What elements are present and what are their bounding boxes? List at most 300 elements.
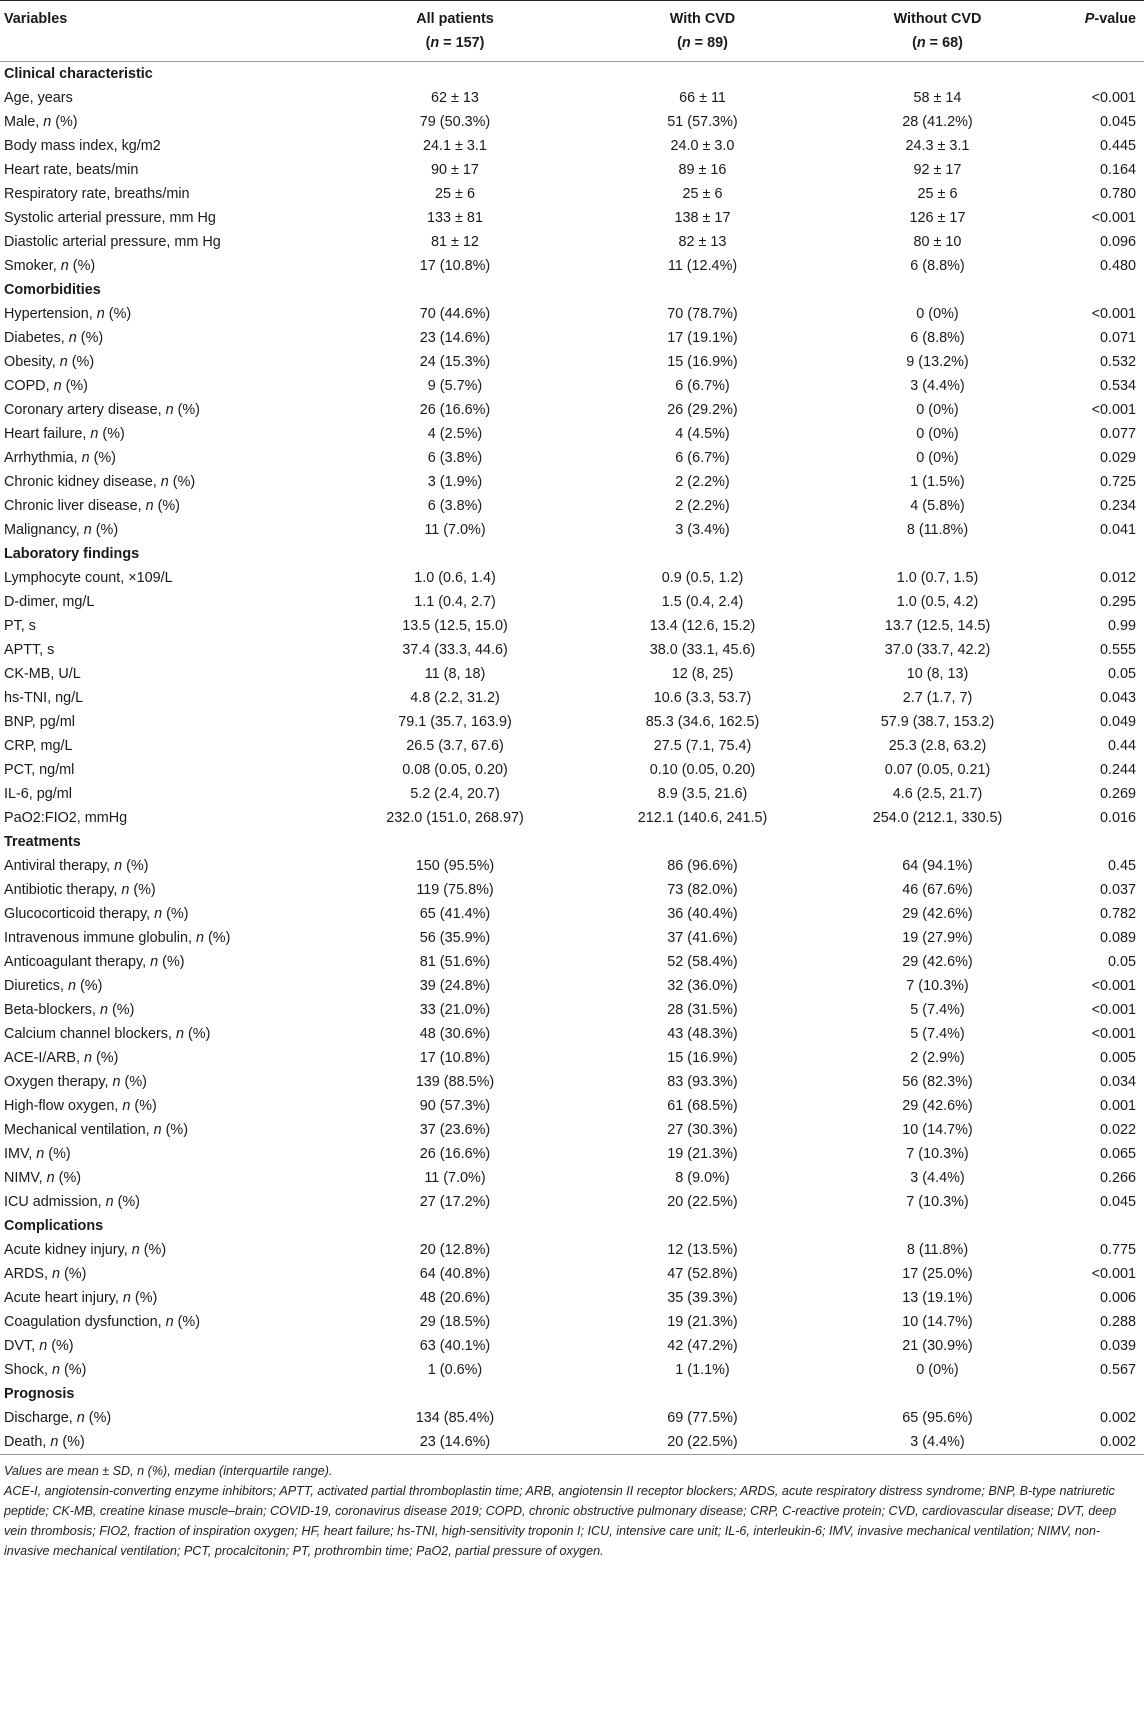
with-cvd-cell: 6 (6.7%) [675, 378, 730, 394]
variable-cell: Hypertension, n (%) [4, 306, 132, 322]
without-cvd-cell: 0.07 (0.05, 0.21) [884, 762, 991, 778]
table-row [0, 590, 1144, 614]
variable-cell: Male, n (%) [4, 114, 78, 130]
table-row [0, 614, 1144, 638]
without-cvd-cell: 0 (0%) [916, 306, 959, 322]
without-cvd-cell: 1.0 (0.7, 1.5) [896, 570, 979, 586]
variable-cell: Heart rate, beats/min [4, 162, 139, 178]
table-row [0, 1142, 1144, 1166]
p-value-cell: 0.775 [1099, 1242, 1136, 1258]
table-row [0, 86, 1144, 110]
without-cvd-cell: 2 (2.9%) [910, 1050, 965, 1066]
variable-cell: Malignancy, n (%) [4, 522, 119, 538]
p-value-cell: 0.244 [1099, 762, 1136, 778]
all-patients-cell: 119 (75.8%) [416, 882, 494, 898]
with-cvd-cell: 8.9 (3.5, 21.6) [657, 786, 748, 802]
p-value-cell: 0.001 [1099, 1098, 1136, 1114]
variable-cell: Shock, n (%) [4, 1362, 87, 1378]
without-cvd-cell: 10 (14.7%) [902, 1122, 973, 1138]
all-patients-cell: 63 (40.1%) [419, 1338, 491, 1354]
variable-cell: Antibiotic therapy, n (%) [4, 882, 156, 898]
p-value-cell: 0.034 [1099, 1074, 1136, 1090]
all-patients-cell: 79.1 (35.7, 163.9) [398, 714, 512, 730]
table-row [0, 110, 1144, 134]
all-patients-cell: 3 (1.9%) [427, 474, 483, 490]
all-patients-cell: 139 (88.5%) [415, 1074, 495, 1090]
without-cvd-cell: 17 (25.0%) [902, 1266, 973, 1282]
p-value-cell: 0.532 [1099, 354, 1136, 370]
variable-cell: COPD, n (%) [4, 378, 88, 394]
p-value-cell: 0.065 [1099, 1146, 1136, 1162]
p-value-cell: 0.295 [1099, 594, 1136, 610]
table-row [0, 758, 1144, 782]
all-patients-cell: 27 (17.2%) [419, 1194, 491, 1210]
table-body [0, 62, 1144, 1455]
table-row [0, 302, 1144, 326]
variable-cell: Chronic kidney disease, n (%) [4, 474, 196, 490]
p-value-cell: 0.045 [1099, 114, 1136, 130]
p-value-cell: 0.037 [1099, 882, 1136, 898]
all-patients-cell: 5.2 (2.4, 20.7) [410, 786, 500, 802]
without-cvd-cell: 29 (42.6%) [902, 954, 973, 970]
variable-cell: NIMV, n (%) [4, 1170, 82, 1186]
table-row [0, 374, 1144, 398]
table-row [0, 470, 1144, 494]
with-cvd-cell: 69 (77.5%) [667, 1410, 738, 1426]
variable-cell: Systolic arterial pressure, mm Hg [4, 210, 216, 226]
p-value-cell: 0.022 [1099, 1122, 1136, 1138]
with-cvd-cell: 37 (41.6%) [667, 930, 738, 946]
without-cvd-cell: 1 (1.5%) [910, 474, 965, 490]
without-cvd-cell: 126 ± 17 [909, 210, 966, 226]
variable-cell: Chronic liver disease, n (%) [4, 498, 180, 514]
table-row [0, 422, 1144, 446]
without-cvd-cell: 29 (42.6%) [902, 1098, 973, 1114]
with-cvd-cell: 15 (16.9%) [667, 1050, 738, 1066]
table-row [0, 974, 1144, 998]
with-cvd-cell: 89 ± 16 [678, 162, 727, 178]
with-cvd-cell: 20 (22.5%) [667, 1434, 738, 1450]
table-row [0, 1406, 1144, 1430]
with-cvd-cell: 42 (47.2%) [667, 1338, 738, 1354]
variable-cell: Intravenous immune globulin, n (%) [4, 930, 231, 946]
variable-cell: Arrhythmia, n (%) [4, 450, 116, 466]
header-p-value: P-value [1084, 11, 1136, 27]
without-cvd-cell: 7 (10.3%) [906, 1146, 969, 1162]
table-row [0, 1022, 1144, 1046]
variable-cell: IMV, n (%) [4, 1146, 71, 1162]
without-cvd-cell: 24.3 ± 3.1 [905, 138, 970, 154]
all-patients-cell: 37.4 (33.3, 44.6) [402, 642, 508, 658]
p-value-cell: 0.99 [1107, 618, 1136, 634]
with-cvd-cell: 4 (4.5%) [675, 426, 730, 442]
all-patients-cell: 1.1 (0.4, 2.7) [414, 594, 496, 610]
variable-cell: Diastolic arterial pressure, mm Hg [4, 234, 221, 250]
table-row [0, 1046, 1144, 1070]
footnote-values: Values are mean ± SD, n (%), median (interquartile range). [4, 1464, 333, 1478]
p-value-cell: 0.567 [1099, 1362, 1136, 1378]
p-value-cell: 0.555 [1099, 642, 1136, 658]
variable-cell: PCT, ng/ml [4, 762, 75, 778]
all-patients-cell: 79 (50.3%) [419, 114, 491, 130]
table-row [0, 662, 1144, 686]
variable-cell: APTT, s [4, 642, 55, 658]
with-cvd-cell: 17 (19.1%) [667, 330, 738, 346]
all-patients-cell: 17 (10.8%) [419, 1050, 491, 1066]
p-value-cell: 0.05 [1107, 954, 1136, 970]
with-cvd-cell: 15 (16.9%) [667, 354, 738, 370]
with-cvd-cell: 73 (82.0%) [667, 882, 738, 898]
all-patients-cell: 6 (3.8%) [427, 498, 483, 514]
without-cvd-cell: 37.0 (33.7, 42.2) [884, 642, 991, 658]
p-value-cell: 0.234 [1099, 498, 1136, 514]
p-value-cell: 0.043 [1099, 690, 1136, 706]
all-patients-cell: 70 (44.6%) [419, 306, 491, 322]
p-value-cell: <0.001 [1091, 1002, 1136, 1018]
table-row [0, 1430, 1144, 1455]
table-row [0, 998, 1144, 1022]
with-cvd-cell: 25 ± 6 [682, 186, 723, 202]
without-cvd-cell: 64 (94.1%) [902, 858, 973, 874]
without-cvd-cell: 4.6 (2.5, 21.7) [892, 786, 983, 802]
with-cvd-cell: 13.4 (12.6, 15.2) [649, 618, 756, 634]
variable-cell: Smoker, n (%) [4, 258, 96, 274]
p-value-cell: 0.164 [1099, 162, 1136, 178]
table-header [0, 1, 1144, 62]
with-cvd-cell: 83 (93.3%) [667, 1074, 738, 1090]
section-title: Comorbidities [4, 282, 101, 298]
without-cvd-cell: 57.9 (38.7, 153.2) [880, 714, 995, 730]
variable-cell: Beta-blockers, n (%) [4, 1002, 135, 1018]
p-value-cell: 0.480 [1099, 258, 1136, 274]
without-cvd-cell: 92 ± 17 [913, 162, 962, 178]
without-cvd-cell: 7 (10.3%) [906, 978, 969, 994]
all-patients-cell: 9 (5.7%) [427, 378, 483, 394]
with-cvd-cell: 8 (9.0%) [675, 1170, 730, 1186]
header-all-patients: All patients (n = 157) [416, 11, 494, 51]
table-row [0, 926, 1144, 950]
without-cvd-cell: 5 (7.4%) [910, 1026, 965, 1042]
variable-cell: Obesity, n (%) [4, 354, 95, 370]
with-cvd-cell: 43 (48.3%) [667, 1026, 738, 1042]
variable-cell: Coronary artery disease, n (%) [4, 402, 200, 418]
all-patients-cell: 17 (10.8%) [419, 258, 491, 274]
without-cvd-cell: 0 (0%) [916, 450, 959, 466]
variable-cell: CRP, mg/L [4, 738, 73, 754]
all-patients-cell: 232.0 (151.0, 268.97) [386, 810, 524, 826]
with-cvd-cell: 52 (58.4%) [667, 954, 738, 970]
with-cvd-cell: 47 (52.8%) [667, 1266, 738, 1282]
without-cvd-cell: 0 (0%) [916, 426, 959, 442]
variable-cell: Coagulation dysfunction, n (%) [4, 1314, 201, 1330]
without-cvd-cell: 10 (8, 13) [906, 666, 969, 682]
without-cvd-cell: 0 (0%) [916, 1362, 959, 1378]
without-cvd-cell: 29 (42.6%) [902, 906, 973, 922]
all-patients-cell: 90 ± 17 [431, 162, 479, 178]
all-patients-cell: 23 (14.6%) [419, 330, 491, 346]
with-cvd-cell: 0.9 (0.5, 1.2) [661, 570, 744, 586]
all-patients-cell: 1 (0.6%) [427, 1362, 483, 1378]
p-value-cell: <0.001 [1091, 1266, 1136, 1282]
p-value-cell: 0.041 [1099, 522, 1136, 538]
all-patients-cell: 6 (3.8%) [427, 450, 483, 466]
without-cvd-cell: 65 (95.6%) [902, 1410, 973, 1426]
table-row [0, 902, 1144, 926]
p-value-cell: 0.445 [1099, 138, 1136, 154]
variable-cell: Antiviral therapy, n (%) [4, 858, 149, 874]
without-cvd-cell: 28 (41.2%) [902, 114, 973, 130]
table-row [0, 326, 1144, 350]
section-header-row [0, 830, 1144, 854]
all-patients-cell: 0.08 (0.05, 0.20) [402, 762, 508, 778]
all-patients-cell: 150 (95.5%) [415, 858, 495, 874]
p-value-cell: 0.005 [1099, 1050, 1136, 1066]
table-row [0, 398, 1144, 422]
p-value-cell: 0.071 [1099, 330, 1136, 346]
section-header-row [0, 62, 1144, 87]
header-variables: Variables [4, 11, 68, 27]
all-patients-cell: 133 ± 81 [427, 210, 483, 226]
without-cvd-cell: 25 ± 6 [917, 186, 958, 202]
variable-cell: Acute heart injury, n (%) [4, 1290, 158, 1306]
p-value-cell: 0.002 [1099, 1410, 1136, 1426]
variable-cell: hs-TNI, ng/L [4, 690, 84, 706]
with-cvd-cell: 19 (21.3%) [667, 1314, 738, 1330]
p-value-cell: <0.001 [1091, 1026, 1136, 1042]
without-cvd-cell: 13 (19.1%) [902, 1290, 973, 1306]
without-cvd-cell: 56 (82.3%) [902, 1074, 973, 1090]
header-with-cvd: With CVD (n = 89) [669, 11, 736, 51]
without-cvd-cell: 5 (7.4%) [910, 1002, 965, 1018]
without-cvd-cell: 6 (8.8%) [910, 330, 965, 346]
table-row [0, 1334, 1144, 1358]
section-title: Treatments [4, 834, 81, 850]
without-cvd-cell: 19 (27.9%) [902, 930, 973, 946]
variable-cell: Body mass index, kg/m2 [4, 138, 161, 154]
without-cvd-cell: 4 (5.8%) [910, 498, 965, 514]
without-cvd-cell: 8 (11.8%) [906, 1242, 969, 1258]
p-value-cell: <0.001 [1091, 90, 1136, 106]
without-cvd-cell: 80 ± 10 [913, 234, 962, 250]
with-cvd-cell: 12 (8, 25) [671, 666, 734, 682]
p-value-cell: 0.006 [1099, 1290, 1136, 1306]
all-patients-cell: 24.1 ± 3.1 [423, 138, 487, 154]
p-value-cell: 0.45 [1107, 858, 1136, 874]
with-cvd-cell: 27 (30.3%) [667, 1122, 738, 1138]
variable-cell: BNP, pg/ml [4, 714, 75, 730]
with-cvd-cell: 35 (39.3%) [667, 1290, 738, 1306]
section-title: Prognosis [4, 1386, 75, 1402]
variable-cell: Respiratory rate, breaths/min [4, 186, 190, 202]
table-row [0, 710, 1144, 734]
table-row [0, 806, 1144, 830]
variable-cell: Acute kidney injury, n (%) [4, 1242, 167, 1258]
with-cvd-cell: 61 (68.5%) [667, 1098, 738, 1114]
variable-cell: Lymphocyte count, ×109/L [4, 570, 173, 586]
with-cvd-cell: 1.5 (0.4, 2.4) [661, 594, 744, 610]
all-patients-cell: 81 (51.6%) [419, 954, 491, 970]
table-row [0, 182, 1144, 206]
all-patients-cell: 65 (41.4%) [419, 906, 491, 922]
variable-cell: Heart failure, n (%) [4, 426, 125, 442]
p-value-cell: <0.001 [1091, 210, 1136, 226]
variable-cell: Oxygen therapy, n (%) [4, 1074, 147, 1090]
with-cvd-cell: 26 (29.2%) [667, 402, 738, 418]
with-cvd-cell: 6 (6.7%) [675, 450, 730, 466]
table-row [0, 446, 1144, 470]
table-row [0, 158, 1144, 182]
p-value-cell: 0.782 [1099, 906, 1136, 922]
all-patients-cell: 13.5 (12.5, 15.0) [402, 618, 508, 634]
table-row [0, 1238, 1144, 1262]
with-cvd-cell: 10.6 (3.3, 53.7) [653, 690, 752, 706]
table-row [0, 1310, 1144, 1334]
p-value-cell: 0.266 [1099, 1170, 1136, 1186]
p-value-cell: 0.039 [1099, 1338, 1136, 1354]
with-cvd-cell: 82 ± 13 [678, 234, 727, 250]
header-without-cvd: Without CVD (n = 68) [893, 11, 982, 51]
table-row [0, 518, 1144, 542]
variable-cell: Diuretics, n (%) [4, 978, 103, 994]
section-title: Clinical characteristic [4, 66, 153, 82]
without-cvd-cell: 13.7 (12.5, 14.5) [884, 618, 991, 634]
variable-cell: Mechanical ventilation, n (%) [4, 1122, 188, 1138]
variable-cell: D-dimer, mg/L [4, 594, 95, 610]
p-value-cell: 0.089 [1099, 930, 1136, 946]
with-cvd-cell: 11 (12.4%) [667, 258, 738, 274]
p-value-cell: 0.012 [1099, 570, 1136, 586]
without-cvd-cell: 25.3 (2.8, 63.2) [888, 738, 987, 754]
all-patients-cell: 26 (16.6%) [419, 1146, 491, 1162]
all-patients-cell: 11 (8, 18) [424, 666, 486, 682]
without-cvd-cell: 21 (30.9%) [902, 1338, 973, 1354]
footnote-abbreviations: ACE-I, angiotensin-converting enzyme inhibitors; APTT, activated partial thromboplastin time; ARB, angiotensin II receptor blockers; ARDS, acute respiratory distress syndrome; BNP, B-type natriuretic peptide; CK-MB, creatine kinase muscle–brain; COVID-19, coronavirus disease 2019; COPD, chronic obstructive pulmonary disease; CRP, C-reactive protein; CVD, cardiovascular disease; DVT, deep vein thrombosis; FIO2, fraction of inspiration oxygen; HF, heart failure; hs-TNI, high-sensitivity troponin I; ICU, intensive care unit; IL-6, interleukin-6; IMV, invasive mechanical ventilation; NIMV, non-invasive mechanical ventilation; PCT, procalcitonin; PT, prothrombin time; PaO2, partial pressure of oxygen. [4, 1484, 1117, 1558]
all-patients-cell: 11 (7.0%) [424, 522, 486, 538]
table-row [0, 206, 1144, 230]
variable-cell: CK-MB, U/L [4, 666, 81, 682]
with-cvd-cell: 86 (96.6%) [667, 858, 738, 874]
all-patients-cell: 20 (12.8%) [419, 1242, 491, 1258]
section-header-row [0, 1214, 1144, 1238]
all-patients-cell: 4 (2.5%) [427, 426, 483, 442]
p-value-cell: 0.049 [1099, 714, 1136, 730]
with-cvd-cell: 1 (1.1%) [675, 1362, 730, 1378]
variable-cell: High-flow oxygen, n (%) [4, 1098, 157, 1114]
table-row [0, 1070, 1144, 1094]
table-row [0, 1190, 1144, 1214]
p-value-cell: 0.096 [1099, 234, 1136, 250]
with-cvd-cell: 85.3 (34.6, 162.5) [645, 714, 760, 730]
all-patients-cell: 26 (16.6%) [419, 402, 491, 418]
all-patients-cell: 90 (57.3%) [419, 1098, 491, 1114]
variable-cell: Death, n (%) [4, 1434, 85, 1450]
variable-cell: Calcium channel blockers, n (%) [4, 1026, 211, 1042]
without-cvd-cell: 7 (10.3%) [906, 1194, 969, 1210]
without-cvd-cell: 58 ± 14 [913, 90, 962, 106]
table-row [0, 1118, 1144, 1142]
p-value-cell: 0.029 [1099, 450, 1136, 466]
all-patients-cell: 134 (85.4%) [415, 1410, 495, 1426]
all-patients-cell: 11 (7.0%) [424, 1170, 486, 1186]
without-cvd-cell: 0 (0%) [916, 402, 959, 418]
variable-cell: ICU admission, n (%) [4, 1194, 140, 1210]
without-cvd-cell: 10 (14.7%) [902, 1314, 973, 1330]
table-row [0, 254, 1144, 278]
table-row [0, 350, 1144, 374]
with-cvd-cell: 32 (36.0%) [667, 978, 738, 994]
variable-cell: ARDS, n (%) [4, 1266, 87, 1282]
p-value-cell: 0.44 [1107, 738, 1136, 754]
with-cvd-cell: 36 (40.4%) [667, 906, 738, 922]
p-value-cell: <0.001 [1091, 978, 1136, 994]
without-cvd-cell: 46 (67.6%) [902, 882, 973, 898]
p-value-cell: 0.05 [1107, 666, 1136, 682]
p-value-cell: 0.077 [1099, 426, 1136, 442]
table-row [0, 566, 1144, 590]
variable-cell: PaO2:FIO2, mmHg [4, 810, 128, 826]
variable-cell: Glucocorticoid therapy, n (%) [4, 906, 189, 922]
with-cvd-cell: 2 (2.2%) [675, 474, 730, 490]
with-cvd-cell: 19 (21.3%) [667, 1146, 738, 1162]
all-patients-cell: 23 (14.6%) [419, 1434, 491, 1450]
table-footnotes [0, 1455, 1144, 1561]
all-patients-cell: 26.5 (3.7, 67.6) [406, 738, 504, 754]
with-cvd-cell: 2 (2.2%) [675, 498, 730, 514]
without-cvd-cell: 6 (8.8%) [910, 258, 965, 274]
table-row [0, 1094, 1144, 1118]
all-patients-cell: 48 (30.6%) [419, 1026, 491, 1042]
table-row [0, 878, 1144, 902]
all-patients-cell: 37 (23.6%) [419, 1122, 491, 1138]
table-row [0, 734, 1144, 758]
p-value-cell: 0.045 [1099, 1194, 1136, 1210]
all-patients-cell: 25 ± 6 [435, 186, 475, 202]
section-header-row [0, 542, 1144, 566]
without-cvd-cell: 3 (4.4%) [910, 1170, 965, 1186]
all-patients-cell: 24 (15.3%) [419, 354, 491, 370]
table-row [0, 950, 1144, 974]
table-row [0, 1358, 1144, 1382]
without-cvd-cell: 3 (4.4%) [910, 378, 965, 394]
table-row [0, 686, 1144, 710]
with-cvd-cell: 27.5 (7.1, 75.4) [653, 738, 752, 754]
with-cvd-cell: 12 (13.5%) [667, 1242, 738, 1258]
table-row [0, 1166, 1144, 1190]
table-row [0, 638, 1144, 662]
with-cvd-cell: 24.0 ± 3.0 [670, 138, 735, 154]
variable-cell: PT, s [4, 618, 36, 634]
p-value-cell: <0.001 [1091, 402, 1136, 418]
all-patients-cell: 64 (40.8%) [419, 1266, 491, 1282]
section-title: Complications [4, 1218, 104, 1234]
p-value-cell: 0.288 [1099, 1314, 1136, 1330]
variable-cell: Age, years [4, 90, 73, 106]
all-patients-cell: 4.8 (2.2, 31.2) [410, 690, 500, 706]
with-cvd-cell: 20 (22.5%) [667, 1194, 738, 1210]
table-row [0, 494, 1144, 518]
section-title: Laboratory findings [4, 546, 140, 562]
p-value-cell: 0.016 [1099, 810, 1136, 826]
with-cvd-cell: 38.0 (33.1, 45.6) [649, 642, 756, 658]
table-row [0, 782, 1144, 806]
with-cvd-cell: 28 (31.5%) [667, 1002, 738, 1018]
with-cvd-cell: 138 ± 17 [674, 210, 731, 226]
with-cvd-cell: 51 (57.3%) [667, 114, 738, 130]
all-patients-cell: 62 ± 13 [431, 90, 479, 106]
all-patients-cell: 1.0 (0.6, 1.4) [414, 570, 496, 586]
all-patients-cell: 56 (35.9%) [419, 930, 491, 946]
without-cvd-cell: 9 (13.2%) [906, 354, 969, 370]
